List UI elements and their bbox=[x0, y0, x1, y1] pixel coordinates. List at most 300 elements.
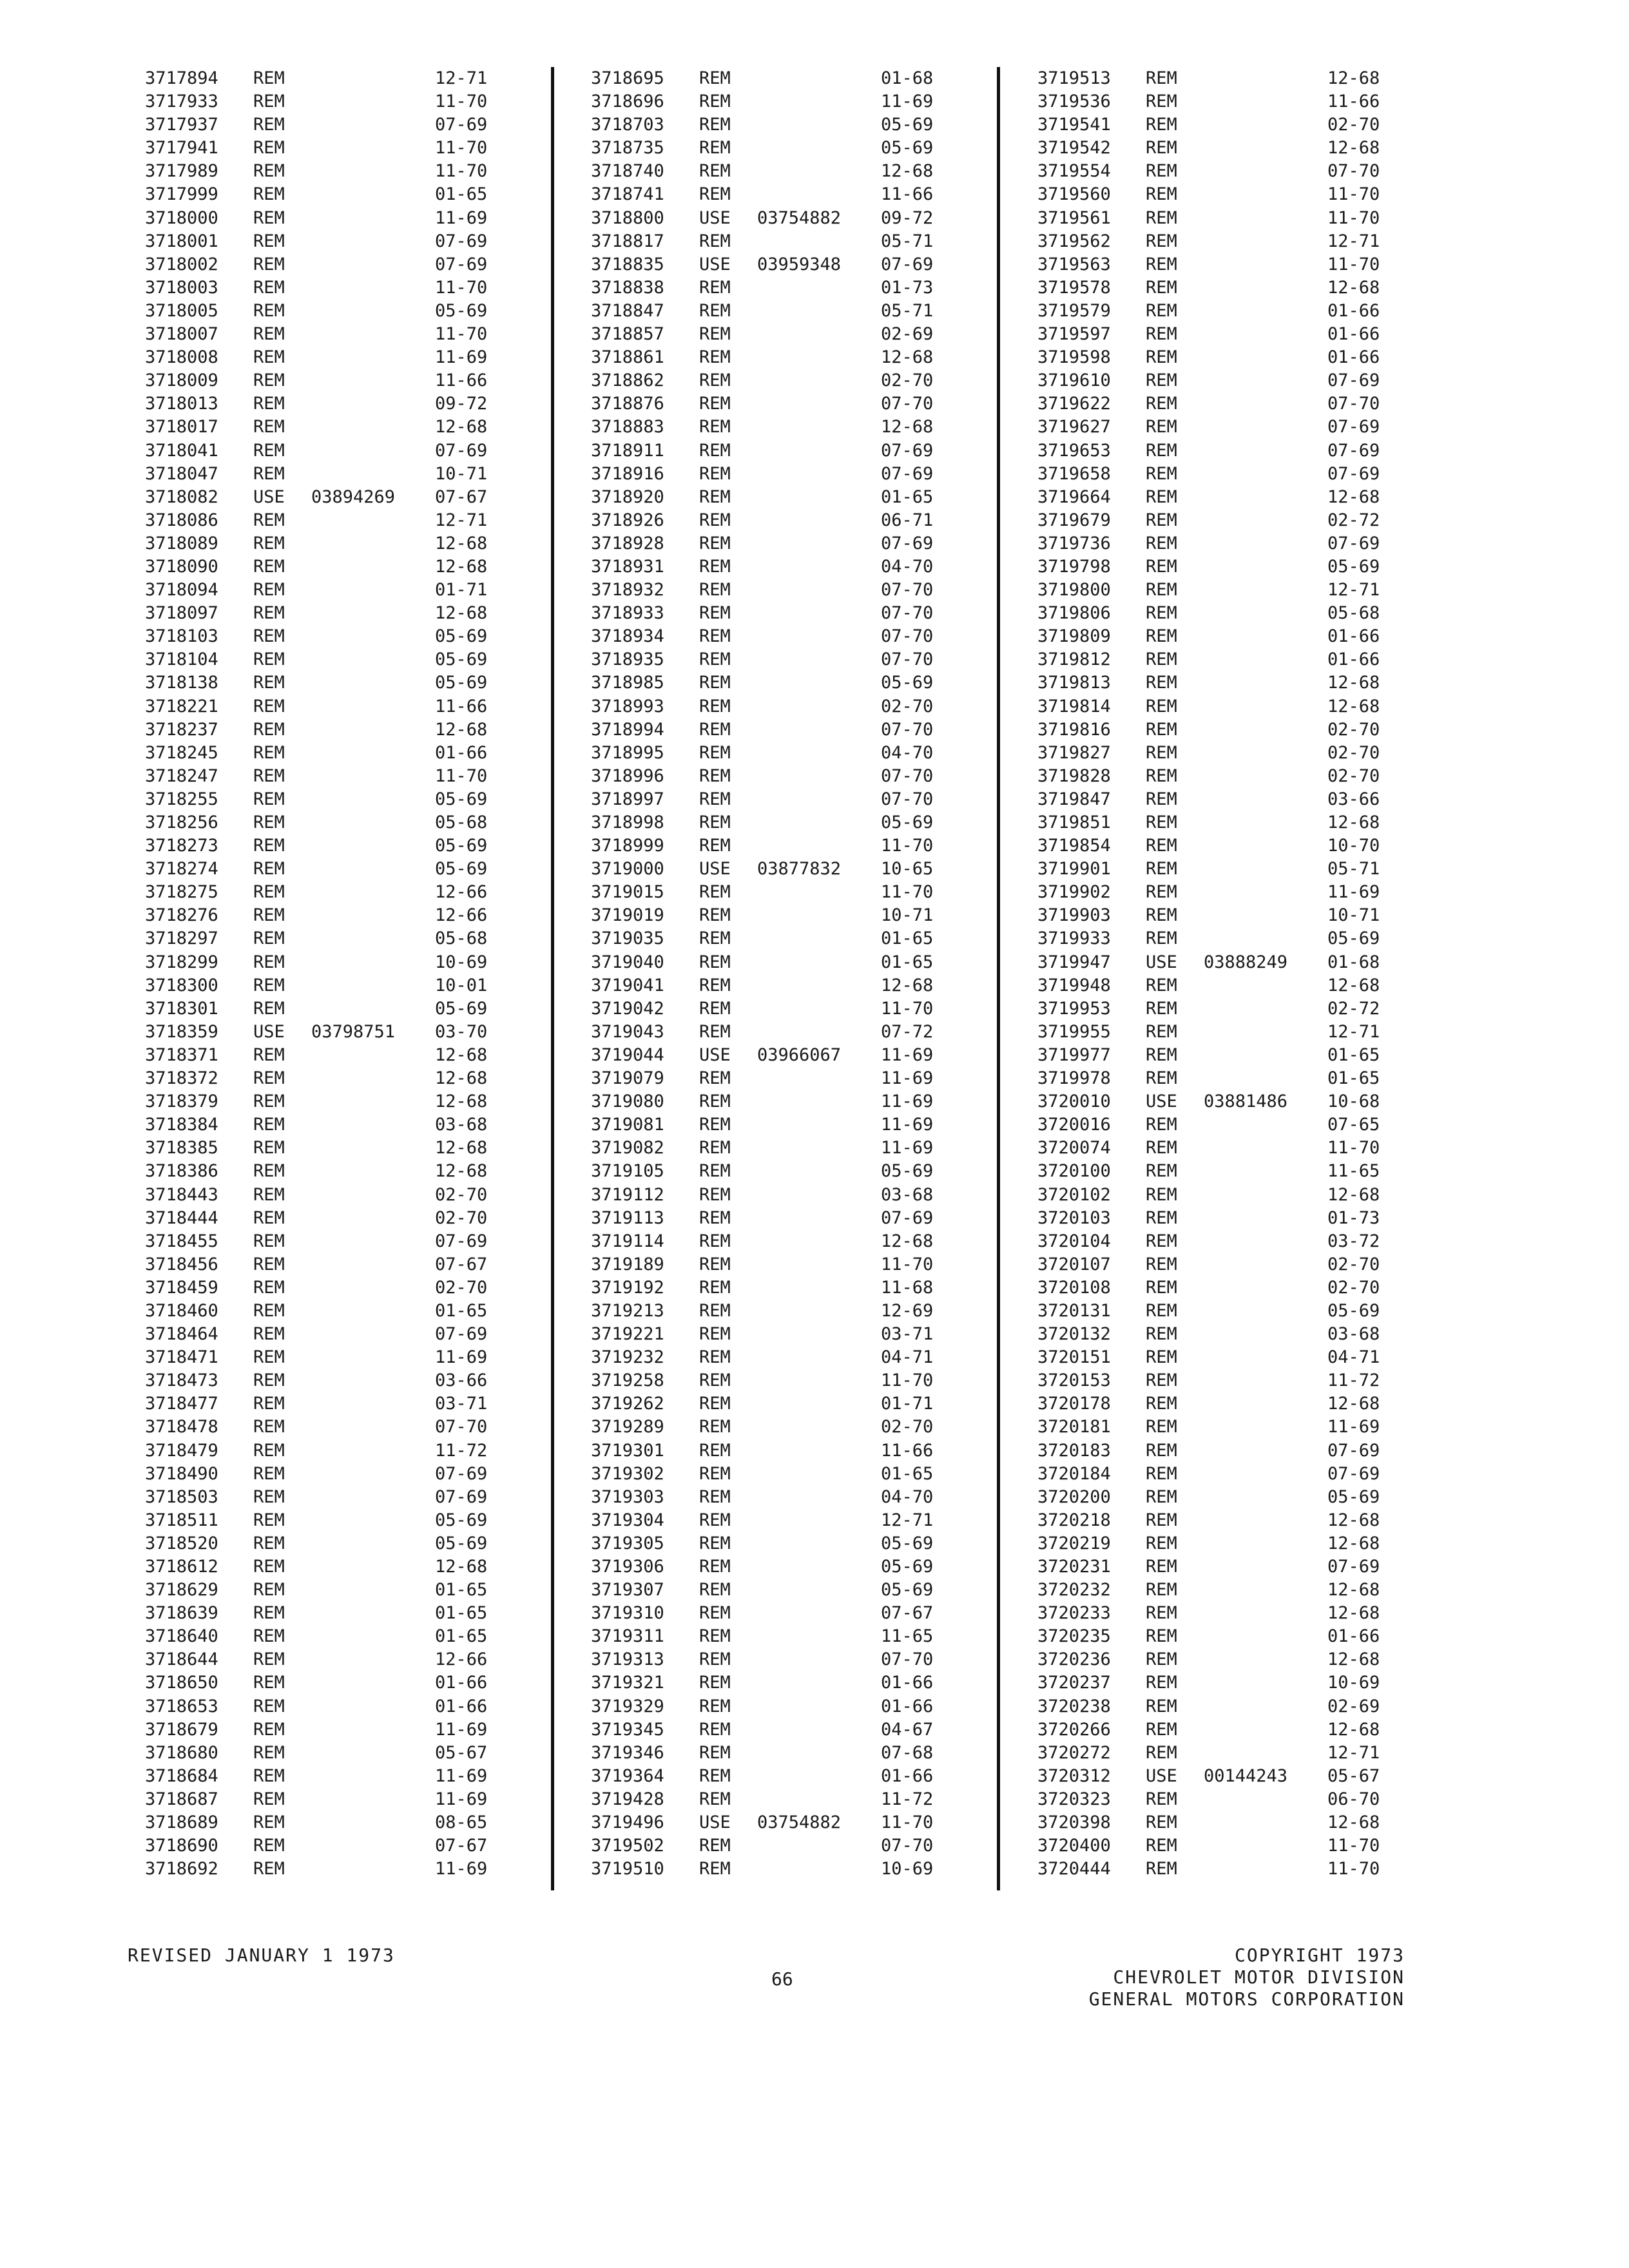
date-code: 03-68 bbox=[1327, 1324, 1380, 1345]
part-number: 3719578 bbox=[1037, 277, 1111, 298]
part-number: 3719560 bbox=[1037, 184, 1111, 205]
action-code: REM bbox=[253, 1417, 285, 1437]
action-code: REM bbox=[699, 1138, 731, 1158]
date-code: 12-68 bbox=[1327, 673, 1380, 693]
date-code: 05-69 bbox=[881, 138, 934, 159]
date-code: 07-68 bbox=[881, 1742, 934, 1763]
date-code: 12-71 bbox=[435, 510, 488, 530]
part-number: 3719597 bbox=[1037, 324, 1111, 345]
action-code: REM bbox=[253, 1649, 285, 1670]
part-number: 3719622 bbox=[1037, 394, 1111, 414]
part-number: 3718041 bbox=[145, 440, 218, 461]
action-code: REM bbox=[1146, 161, 1177, 182]
date-code: 03-68 bbox=[435, 1115, 488, 1135]
date-code: 11-72 bbox=[435, 1440, 488, 1461]
date-code: 02-70 bbox=[881, 1417, 934, 1437]
action-code: REM bbox=[699, 1533, 731, 1553]
date-code: 02-70 bbox=[435, 1207, 488, 1228]
action-code: REM bbox=[1146, 1649, 1177, 1670]
action-code: REM bbox=[1146, 417, 1177, 437]
date-code: 11-72 bbox=[881, 1789, 934, 1809]
part-number: 3719736 bbox=[1037, 533, 1111, 553]
action-code: USE bbox=[253, 486, 285, 507]
date-code: 01-66 bbox=[1327, 347, 1380, 368]
action-code: REM bbox=[1146, 998, 1177, 1019]
date-code: 11-70 bbox=[435, 324, 488, 345]
part-number: 3718690 bbox=[145, 1836, 218, 1856]
date-code: 04-70 bbox=[881, 1486, 934, 1507]
part-number: 3720266 bbox=[1037, 1719, 1111, 1740]
part-number: 3719933 bbox=[1037, 928, 1111, 949]
date-code: 11-70 bbox=[435, 91, 488, 112]
date-code: 12-68 bbox=[435, 603, 488, 624]
part-number: 3719496 bbox=[591, 1812, 664, 1833]
date-code: 12-68 bbox=[881, 1231, 934, 1251]
part-number: 3718931 bbox=[591, 556, 664, 577]
part-number: 3720235 bbox=[1037, 1626, 1111, 1647]
action-code: REM bbox=[1146, 626, 1177, 647]
part-number: 3720184 bbox=[1037, 1463, 1111, 1484]
date-code: 02-70 bbox=[435, 1277, 488, 1298]
action-code: REM bbox=[253, 1696, 285, 1716]
action-code: REM bbox=[253, 812, 285, 832]
date-code: 03-68 bbox=[881, 1184, 934, 1205]
action-code: REM bbox=[1146, 765, 1177, 786]
date-code: 05-69 bbox=[435, 836, 488, 856]
date-code: 06-70 bbox=[1327, 1789, 1380, 1809]
part-number: 3720131 bbox=[1037, 1300, 1111, 1321]
date-code: 11-70 bbox=[435, 765, 488, 786]
part-number: 3719541 bbox=[1037, 115, 1111, 135]
action-code: REM bbox=[699, 1859, 731, 1879]
part-number: 3720312 bbox=[1037, 1765, 1111, 1786]
action-code: REM bbox=[253, 1091, 285, 1112]
date-code: 11-70 bbox=[435, 161, 488, 182]
action-code: REM bbox=[699, 719, 731, 740]
part-number: 3719502 bbox=[591, 1836, 664, 1856]
part-number: 3718372 bbox=[145, 1068, 218, 1089]
date-code: 01-65 bbox=[435, 184, 488, 205]
date-code: 05-69 bbox=[435, 859, 488, 879]
date-code: 12-71 bbox=[1327, 580, 1380, 601]
part-number: 3718800 bbox=[591, 207, 664, 228]
part-number: 3719828 bbox=[1037, 765, 1111, 786]
part-number: 3719313 bbox=[591, 1649, 664, 1670]
action-code: REM bbox=[253, 836, 285, 856]
part-number: 3719814 bbox=[1037, 696, 1111, 716]
date-code: 11-70 bbox=[881, 1812, 934, 1833]
action-code: REM bbox=[1146, 812, 1177, 832]
date-code: 11-70 bbox=[1327, 1138, 1380, 1158]
division-line: CHEVROLET MOTOR DIVISION bbox=[1113, 1966, 1405, 1988]
part-number: 3718297 bbox=[145, 928, 218, 949]
part-number: 3720102 bbox=[1037, 1184, 1111, 1205]
part-number: 3720178 bbox=[1037, 1394, 1111, 1414]
action-code: REM bbox=[253, 1859, 285, 1879]
action-code: REM bbox=[253, 789, 285, 809]
date-code: 11-70 bbox=[1327, 1836, 1380, 1856]
part-number: 3719044 bbox=[591, 1044, 664, 1065]
part-number: 3719329 bbox=[591, 1696, 664, 1716]
date-code: 02-69 bbox=[1327, 1696, 1380, 1716]
action-code: REM bbox=[253, 1510, 285, 1530]
date-code: 05-69 bbox=[435, 789, 488, 809]
date-code: 07-70 bbox=[881, 394, 934, 414]
date-code: 07-69 bbox=[1327, 533, 1380, 553]
action-code: REM bbox=[1146, 1161, 1177, 1182]
date-code: 11-69 bbox=[435, 1347, 488, 1368]
part-number: 3718464 bbox=[145, 1324, 218, 1345]
date-code: 11-69 bbox=[881, 1138, 934, 1158]
part-number: 3718629 bbox=[145, 1580, 218, 1600]
date-code: 07-69 bbox=[881, 254, 934, 274]
date-code: 09-72 bbox=[435, 394, 488, 414]
part-number: 3718916 bbox=[591, 463, 664, 484]
action-code: REM bbox=[1146, 1603, 1177, 1624]
action-code: REM bbox=[1146, 1463, 1177, 1484]
part-number: 3718740 bbox=[591, 161, 664, 182]
action-code: REM bbox=[253, 1440, 285, 1461]
date-code: 05-67 bbox=[435, 1742, 488, 1763]
part-number: 3720237 bbox=[1037, 1673, 1111, 1693]
part-number: 3718997 bbox=[591, 789, 664, 809]
date-code: 07-72 bbox=[881, 1021, 934, 1042]
part-number: 3718082 bbox=[145, 486, 218, 507]
action-code: REM bbox=[253, 347, 285, 368]
date-code: 12-68 bbox=[435, 417, 488, 437]
action-code: REM bbox=[699, 1324, 731, 1345]
action-code: REM bbox=[253, 370, 285, 391]
action-code: REM bbox=[253, 649, 285, 670]
part-number: 3719812 bbox=[1037, 649, 1111, 670]
part-number: 3719041 bbox=[591, 975, 664, 995]
part-number: 3718385 bbox=[145, 1138, 218, 1158]
date-code: 01-66 bbox=[1327, 324, 1380, 345]
action-code: REM bbox=[699, 765, 731, 786]
action-code: REM bbox=[253, 696, 285, 716]
part-number: 3719043 bbox=[591, 1021, 664, 1042]
action-code: REM bbox=[253, 1347, 285, 1368]
action-code: REM bbox=[1146, 1789, 1177, 1809]
date-code: 12-66 bbox=[435, 882, 488, 903]
date-code: 07-67 bbox=[435, 1836, 488, 1856]
date-code: 05-71 bbox=[881, 231, 934, 251]
action-code: REM bbox=[1146, 1184, 1177, 1205]
part-number: 3718934 bbox=[591, 626, 664, 647]
date-code: 01-71 bbox=[435, 580, 488, 601]
date-code: 11-69 bbox=[435, 1765, 488, 1786]
action-code: USE bbox=[1146, 1091, 1177, 1112]
date-code: 04-71 bbox=[881, 1347, 934, 1368]
part-number: 3720272 bbox=[1037, 1742, 1111, 1763]
part-number: 3718444 bbox=[145, 1207, 218, 1228]
action-code: REM bbox=[1146, 789, 1177, 809]
part-number: 3720444 bbox=[1037, 1859, 1111, 1879]
action-code: REM bbox=[253, 1370, 285, 1391]
part-number: 3718384 bbox=[145, 1115, 218, 1135]
action-code: REM bbox=[1146, 300, 1177, 321]
date-code: 12-68 bbox=[881, 347, 934, 368]
part-number: 3719510 bbox=[591, 1859, 664, 1879]
date-code: 01-66 bbox=[881, 1765, 934, 1786]
action-code: REM bbox=[699, 928, 731, 949]
part-number: 3718008 bbox=[145, 347, 218, 368]
column-divider bbox=[551, 67, 554, 1890]
date-code: 01-65 bbox=[881, 928, 934, 949]
date-code: 01-66 bbox=[435, 1673, 488, 1693]
copyright-line: COPYRIGHT 1973 bbox=[1234, 1945, 1405, 1966]
action-code: REM bbox=[699, 1231, 731, 1251]
action-code: REM bbox=[253, 1836, 285, 1856]
action-code: REM bbox=[253, 231, 285, 251]
part-number: 3719192 bbox=[591, 1277, 664, 1298]
part-number: 3720200 bbox=[1037, 1486, 1111, 1507]
part-number: 3719953 bbox=[1037, 998, 1111, 1019]
part-number: 3719955 bbox=[1037, 1021, 1111, 1042]
part-number: 3718275 bbox=[145, 882, 218, 903]
date-code: 12-68 bbox=[1327, 1812, 1380, 1833]
action-code: REM bbox=[699, 68, 731, 88]
part-number: 3718473 bbox=[145, 1370, 218, 1391]
action-code: USE bbox=[699, 1044, 731, 1065]
action-code: REM bbox=[1146, 975, 1177, 995]
action-code: REM bbox=[699, 905, 731, 926]
date-code: 07-70 bbox=[881, 580, 934, 601]
action-code: REM bbox=[253, 1277, 285, 1298]
part-number: 3719082 bbox=[591, 1138, 664, 1158]
part-number: 3720218 bbox=[1037, 1510, 1111, 1530]
part-number: 3719304 bbox=[591, 1510, 664, 1530]
date-code: 11-70 bbox=[1327, 254, 1380, 274]
date-code: 03-66 bbox=[1327, 789, 1380, 809]
action-code: REM bbox=[1146, 68, 1177, 88]
action-code: REM bbox=[1146, 1486, 1177, 1507]
action-code: REM bbox=[1146, 510, 1177, 530]
action-code: REM bbox=[1146, 1394, 1177, 1414]
date-code: 12-68 bbox=[1327, 1394, 1380, 1414]
date-code: 01-65 bbox=[435, 1603, 488, 1624]
part-number: 3720232 bbox=[1037, 1580, 1111, 1600]
action-code: REM bbox=[1146, 231, 1177, 251]
part-number: 3718612 bbox=[145, 1557, 218, 1577]
part-number: 3719080 bbox=[591, 1091, 664, 1112]
action-code: REM bbox=[253, 1044, 285, 1065]
part-number: 3720219 bbox=[1037, 1533, 1111, 1553]
part-number: 3717937 bbox=[145, 115, 218, 135]
action-code: REM bbox=[1146, 347, 1177, 368]
part-number: 3720181 bbox=[1037, 1417, 1111, 1437]
action-code: REM bbox=[699, 649, 731, 670]
replacement-part: 03754882 bbox=[757, 207, 842, 228]
action-code: REM bbox=[253, 1765, 285, 1786]
part-number: 3719658 bbox=[1037, 463, 1111, 484]
date-code: 01-65 bbox=[881, 1463, 934, 1484]
action-code: REM bbox=[1146, 1557, 1177, 1577]
action-code: REM bbox=[253, 765, 285, 786]
action-code: REM bbox=[699, 952, 731, 972]
date-code: 03-70 bbox=[435, 1021, 488, 1042]
part-number: 3719948 bbox=[1037, 975, 1111, 995]
part-number: 3719113 bbox=[591, 1207, 664, 1228]
action-code: REM bbox=[699, 1463, 731, 1484]
part-number: 3719232 bbox=[591, 1347, 664, 1368]
date-code: 01-66 bbox=[1327, 300, 1380, 321]
action-code: REM bbox=[253, 254, 285, 274]
date-code: 01-66 bbox=[881, 1673, 934, 1693]
action-code: REM bbox=[1146, 370, 1177, 391]
part-number: 3719301 bbox=[591, 1440, 664, 1461]
action-code: REM bbox=[1146, 1696, 1177, 1716]
action-code: REM bbox=[1146, 324, 1177, 345]
date-code: 11-70 bbox=[435, 277, 488, 298]
date-code: 07-70 bbox=[881, 626, 934, 647]
action-code: REM bbox=[1146, 1300, 1177, 1321]
date-code: 11-69 bbox=[1327, 1417, 1380, 1437]
date-code: 07-67 bbox=[881, 1603, 934, 1624]
date-code: 05-69 bbox=[881, 1161, 934, 1182]
action-code: REM bbox=[699, 324, 731, 345]
date-code: 01-66 bbox=[435, 1696, 488, 1716]
part-number: 3719563 bbox=[1037, 254, 1111, 274]
part-number: 3720238 bbox=[1037, 1696, 1111, 1716]
part-number: 3718479 bbox=[145, 1440, 218, 1461]
part-number: 3719289 bbox=[591, 1417, 664, 1437]
action-code: REM bbox=[253, 905, 285, 926]
replacement-part: 03877832 bbox=[757, 859, 842, 879]
part-number: 3718926 bbox=[591, 510, 664, 530]
action-code: REM bbox=[1146, 1207, 1177, 1228]
date-code: 12-68 bbox=[1327, 812, 1380, 832]
action-code: REM bbox=[1146, 394, 1177, 414]
date-code: 07-69 bbox=[435, 1486, 488, 1507]
date-code: 11-69 bbox=[881, 1091, 934, 1112]
action-code: REM bbox=[699, 1626, 731, 1647]
part-number: 3719321 bbox=[591, 1673, 664, 1693]
action-code: REM bbox=[253, 580, 285, 601]
date-code: 12-68 bbox=[1327, 486, 1380, 507]
date-code: 01-65 bbox=[435, 1580, 488, 1600]
date-code: 03-72 bbox=[1327, 1231, 1380, 1251]
part-number: 3718274 bbox=[145, 859, 218, 879]
date-code: 11-70 bbox=[1327, 1859, 1380, 1879]
part-number: 3720236 bbox=[1037, 1649, 1111, 1670]
date-code: 01-68 bbox=[881, 68, 934, 88]
part-number: 3718221 bbox=[145, 696, 218, 716]
part-number: 3718932 bbox=[591, 580, 664, 601]
action-code: REM bbox=[253, 1486, 285, 1507]
date-code: 05-68 bbox=[1327, 603, 1380, 624]
action-code: REM bbox=[253, 533, 285, 553]
copyright-block bbox=[1089, 1945, 1405, 2010]
action-code: REM bbox=[1146, 533, 1177, 553]
date-code: 05-69 bbox=[1327, 556, 1380, 577]
date-code: 11-66 bbox=[435, 370, 488, 391]
action-code: REM bbox=[253, 603, 285, 624]
action-code: REM bbox=[1146, 1231, 1177, 1251]
date-code: 07-69 bbox=[1327, 463, 1380, 484]
action-code: REM bbox=[1146, 207, 1177, 228]
part-number: 3717999 bbox=[145, 184, 218, 205]
part-number: 3718256 bbox=[145, 812, 218, 832]
date-code: 05-69 bbox=[435, 1533, 488, 1553]
action-code: REM bbox=[1146, 1626, 1177, 1647]
part-number: 3718650 bbox=[145, 1673, 218, 1693]
action-code: REM bbox=[1146, 440, 1177, 461]
part-number: 3719798 bbox=[1037, 556, 1111, 577]
part-number: 3718639 bbox=[145, 1603, 218, 1624]
date-code: 10-69 bbox=[435, 952, 488, 972]
part-number: 3718005 bbox=[145, 300, 218, 321]
revision-note: REVISED JANUARY 1 1973 bbox=[128, 1945, 395, 1966]
part-number: 3719000 bbox=[591, 859, 664, 879]
date-code: 10-71 bbox=[435, 463, 488, 484]
date-code: 07-69 bbox=[435, 1231, 488, 1251]
action-code: REM bbox=[699, 1115, 731, 1135]
date-code: 11-70 bbox=[1327, 184, 1380, 205]
date-code: 12-66 bbox=[435, 1649, 488, 1670]
part-number: 3720107 bbox=[1037, 1254, 1111, 1274]
action-code: REM bbox=[699, 1184, 731, 1205]
date-code: 05-71 bbox=[1327, 859, 1380, 879]
date-code: 12-68 bbox=[1327, 1510, 1380, 1530]
part-number: 3719536 bbox=[1037, 91, 1111, 112]
part-number: 3719081 bbox=[591, 1115, 664, 1135]
part-number: 3718640 bbox=[145, 1626, 218, 1647]
part-number: 3718847 bbox=[591, 300, 664, 321]
date-code: 10-01 bbox=[435, 975, 488, 995]
part-number: 3720104 bbox=[1037, 1231, 1111, 1251]
date-code: 12-68 bbox=[435, 1044, 488, 1065]
part-number: 3718695 bbox=[591, 68, 664, 88]
part-number: 3719112 bbox=[591, 1184, 664, 1205]
part-number: 3718013 bbox=[145, 394, 218, 414]
date-code: 01-65 bbox=[435, 1626, 488, 1647]
action-code: REM bbox=[699, 836, 731, 856]
action-code: REM bbox=[1146, 91, 1177, 112]
part-number: 3720151 bbox=[1037, 1347, 1111, 1368]
action-code: REM bbox=[253, 68, 285, 88]
date-code: 12-71 bbox=[1327, 1742, 1380, 1763]
date-code: 02-72 bbox=[1327, 998, 1380, 1019]
date-code: 07-69 bbox=[435, 1324, 488, 1345]
action-code: USE bbox=[1146, 1765, 1177, 1786]
part-number: 3719302 bbox=[591, 1463, 664, 1484]
date-code: 11-70 bbox=[435, 138, 488, 159]
action-code: REM bbox=[699, 789, 731, 809]
date-code: 05-69 bbox=[881, 1580, 934, 1600]
part-number: 3720233 bbox=[1037, 1603, 1111, 1624]
part-number: 3718679 bbox=[145, 1719, 218, 1740]
part-number: 3719213 bbox=[591, 1300, 664, 1321]
part-number: 3719105 bbox=[591, 1161, 664, 1182]
part-number: 3719579 bbox=[1037, 300, 1111, 321]
action-code: REM bbox=[1146, 580, 1177, 601]
action-code: REM bbox=[699, 673, 731, 693]
action-code: REM bbox=[253, 1231, 285, 1251]
date-code: 11-69 bbox=[435, 1789, 488, 1809]
part-number: 3718301 bbox=[145, 998, 218, 1019]
part-number: 3719262 bbox=[591, 1394, 664, 1414]
action-code: REM bbox=[253, 1463, 285, 1484]
action-code: REM bbox=[699, 1370, 731, 1391]
part-number: 3718379 bbox=[145, 1091, 218, 1112]
part-number: 3719561 bbox=[1037, 207, 1111, 228]
date-code: 05-69 bbox=[435, 998, 488, 1019]
action-code: REM bbox=[253, 1557, 285, 1577]
part-number: 3717989 bbox=[145, 161, 218, 182]
date-code: 07-69 bbox=[435, 440, 488, 461]
part-number: 3720323 bbox=[1037, 1789, 1111, 1809]
